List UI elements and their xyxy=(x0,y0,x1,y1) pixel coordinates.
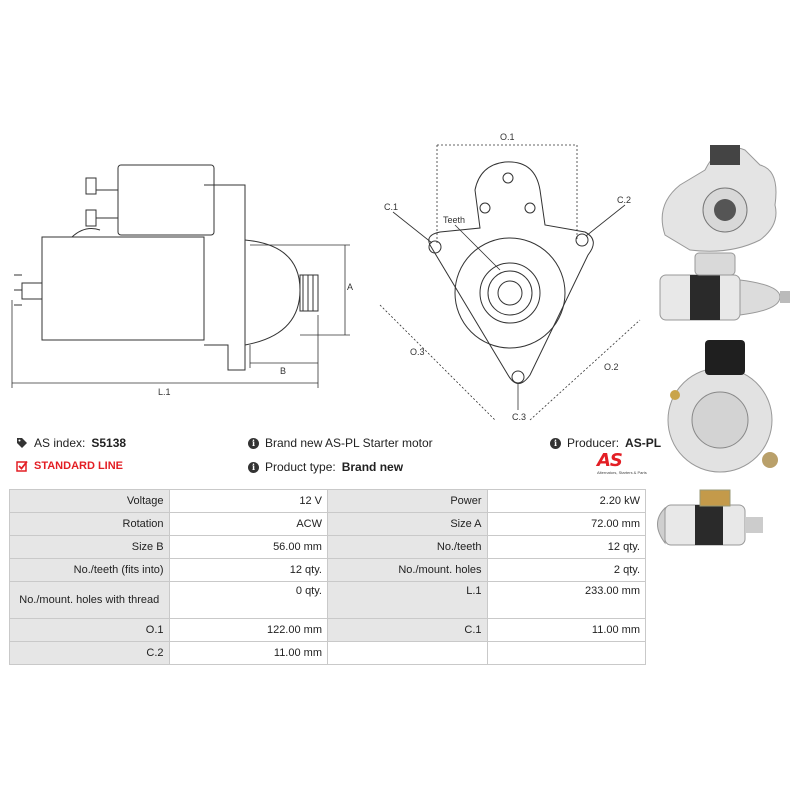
product-photo-front[interactable] xyxy=(662,145,776,251)
table-row xyxy=(10,582,646,619)
dim-teeth-label: Teeth xyxy=(443,215,466,225)
dim-c1-label: C.1 xyxy=(384,202,399,212)
logo-text: AS xyxy=(597,450,622,471)
solenoid xyxy=(118,165,214,235)
table-row xyxy=(10,536,646,559)
producer-value: AS-PL xyxy=(625,436,662,450)
product-type-value: Brand new xyxy=(341,460,404,474)
dim-c3-label: C.3 xyxy=(512,412,527,422)
spec-value: 72.00 mm xyxy=(487,513,645,536)
spec-label: O.1 xyxy=(10,619,170,642)
terminal xyxy=(22,283,42,299)
dim-l1-label: L.1 xyxy=(158,387,171,397)
spec-label xyxy=(327,642,487,665)
info-icon: i xyxy=(248,438,259,449)
spec-label: No./teeth (fits into) xyxy=(10,559,170,582)
tag-icon xyxy=(16,437,28,449)
hole-c3 xyxy=(512,371,524,383)
dim-c2-label: C.2 xyxy=(617,195,632,205)
as-index-value: S5138 xyxy=(91,436,127,450)
spec-value: 11.00 mm xyxy=(487,619,645,642)
nose-housing xyxy=(245,240,300,345)
spec-table xyxy=(9,489,646,665)
table-row xyxy=(10,619,646,642)
motor-body xyxy=(42,237,204,340)
product-photo-side[interactable] xyxy=(660,253,790,320)
product-photos xyxy=(650,125,800,565)
spec-value: 12 V xyxy=(169,490,327,513)
logo-tagline: Alternators, Starters & Parts xyxy=(597,470,647,475)
spec-label: Power xyxy=(327,490,487,513)
table-row xyxy=(10,642,646,665)
spec-label: C.2 xyxy=(10,642,170,665)
table-row xyxy=(10,513,646,536)
spec-value xyxy=(487,642,645,665)
info-icon: i xyxy=(550,438,561,449)
producer-label: Producer: xyxy=(567,436,620,450)
product-type-label: Product type: xyxy=(265,460,336,474)
table-row xyxy=(10,490,646,513)
table-row xyxy=(10,559,646,582)
product-description: Brand new AS-PL Starter motor xyxy=(265,436,433,450)
spec-label: No./teeth xyxy=(327,536,487,559)
as-logo xyxy=(597,452,647,478)
product-photo-rear[interactable] xyxy=(668,340,778,472)
spec-value: 2 qty. xyxy=(487,559,645,582)
spec-value: 122.00 mm xyxy=(169,619,327,642)
housing-circle xyxy=(455,238,565,348)
spec-value: 233.00 mm xyxy=(487,582,645,619)
spec-value: ACW xyxy=(169,513,327,536)
product-photo-angle[interactable] xyxy=(658,490,764,545)
dim-o3-label: O.3 xyxy=(410,347,425,357)
spec-value: 56.00 mm xyxy=(169,536,327,559)
stud-top xyxy=(86,178,96,194)
spec-label: Size A xyxy=(327,513,487,536)
dim-a-label: A xyxy=(347,282,354,292)
spec-label: No./mount. holes xyxy=(327,559,487,582)
info-icon: i xyxy=(248,462,259,473)
spec-label: No./mount. holes with thread xyxy=(10,582,170,619)
spec-label: Voltage xyxy=(10,490,170,513)
stud-bottom xyxy=(86,210,96,226)
checkbox-icon xyxy=(16,460,28,472)
spec-value: 2.20 kW xyxy=(487,490,645,513)
spec-label: C.1 xyxy=(327,619,487,642)
spec-label: L.1 xyxy=(327,582,487,619)
product-line: STANDARD LINE xyxy=(34,460,124,472)
as-index-row xyxy=(16,436,126,450)
mounting-flange xyxy=(429,162,594,384)
spec-value: 12 qty. xyxy=(169,559,327,582)
spec-label: Size B xyxy=(10,536,170,559)
description-row xyxy=(248,436,433,450)
dim-b-label: B xyxy=(280,366,287,376)
as-index-label: AS index: xyxy=(34,436,86,450)
spec-value: 11.00 mm xyxy=(169,642,327,665)
product-type-row xyxy=(248,460,403,474)
line-row xyxy=(16,460,123,472)
dim-o2-label: O.2 xyxy=(604,362,619,372)
dim-o1-label: O.1 xyxy=(500,132,515,142)
drive-housing xyxy=(204,185,245,370)
spec-label: Rotation xyxy=(10,513,170,536)
spec-value: 12 qty. xyxy=(487,536,645,559)
producer-row xyxy=(550,436,661,450)
spec-value: 0 qty. xyxy=(169,582,327,619)
